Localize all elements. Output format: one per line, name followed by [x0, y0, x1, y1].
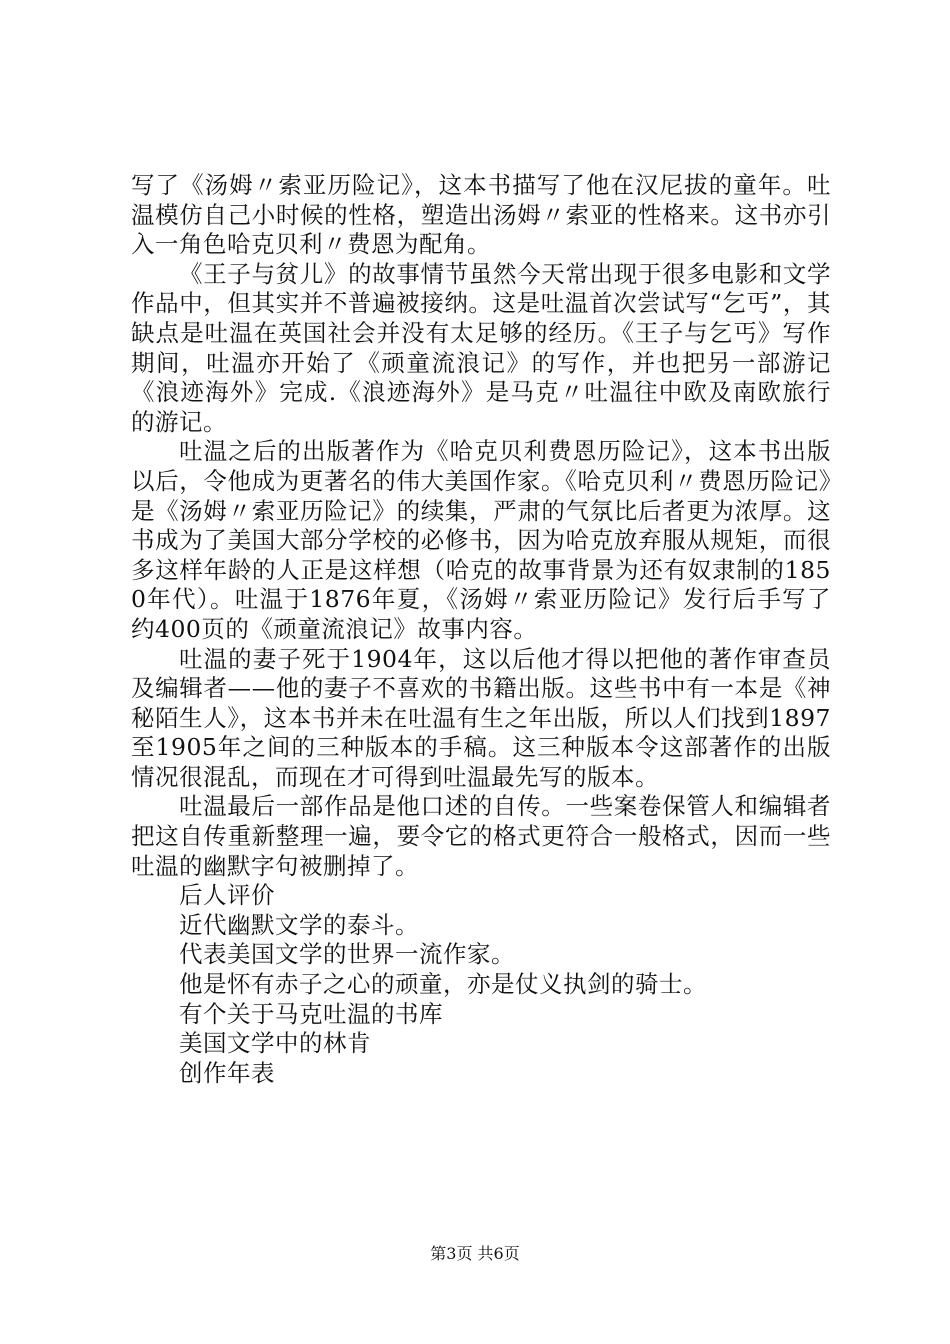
- paragraph-autobiography: 吐温最后一部作品是他口述的自传。一些案卷保管人和编辑者把这自传重新整理一遍，要令它的格式更符合一般格式，因而一些吐温的幽默字句被删掉了。: [131, 792, 831, 880]
- list-item: 他是怀有赤子之心的顽童，亦是仗义执剑的骑士。: [179, 970, 707, 999]
- paragraph-mysterious-stranger: 吐温的妻子死于1904年，这以后他才得以把他的著作审查员及编辑者——他的妻子不喜欢的书籍出版。这些书中有一本是《神秘陌生人》，这本书并未在吐温有生之年出版，所以人们找到1897至1905年之间的三种版本的手稿。这三种版本令这部著作的出版情况很混乱，而现在才可得到吐温最先写的版本。: [131, 644, 831, 791]
- section-heading-evaluation: 后人评价: [179, 881, 275, 910]
- list-item: 有个关于马克吐温的书库: [179, 999, 443, 1028]
- paragraph-huckleberry-finn: 吐温之后的出版著作为《哈克贝利费恩历险记》，这本书出版以后，令他成为更著名的伟大美国作家。《哈克贝利〃费恩历险记》是《汤姆〃索亚历险记》的续集，严肃的气氛比后者更为浓厚。这书成为了美国大部分学校的必修书，因为哈克放弃服从规矩，而很多这样年龄的人正是这样想（哈克的故事背景为还有奴隶制的1850年代）。吐温于1876年夏，《汤姆〃索亚历险记》发行后手写了约400页的《顽童流浪记》故事内容。: [131, 437, 831, 643]
- paragraph-tom-sawyer: 写了《汤姆〃索亚历险记》，这本书描写了他在汉尼拔的童年。吐温模仿自己小时候的性格，塑造出汤姆〃索亚的性格来。这书亦引入一角色哈克贝利〃费恩为配角。: [131, 171, 831, 259]
- section-heading-chronology: 创作年表: [179, 1058, 275, 1087]
- list-item: 代表美国文学的世界一流作家。: [179, 940, 515, 969]
- document-body: [131, 171, 831, 1088]
- list-item: 近代幽默文学的泰斗。: [179, 910, 419, 939]
- list-item: 美国文学中的林肯: [179, 1029, 371, 1058]
- page-number-footer: 第3页 共6页: [430, 1244, 520, 1263]
- paragraph-prince-and-pauper: 《王子与贫儿》的故事情节虽然今天常出现于很多电影和文学作品中，但其实并不普遍被接纳。这是吐温首次尝试写“乞丐”，其缺点是吐温在英国社会并没有太足够的经历。《王子与乞丐》写作期间，吐温亦开始了《顽童流浪记》的写作，并也把另一部游记《浪迹海外》完成.《浪迹海外》是马克〃吐温往中欧及南欧旅行的游记。: [131, 259, 831, 436]
